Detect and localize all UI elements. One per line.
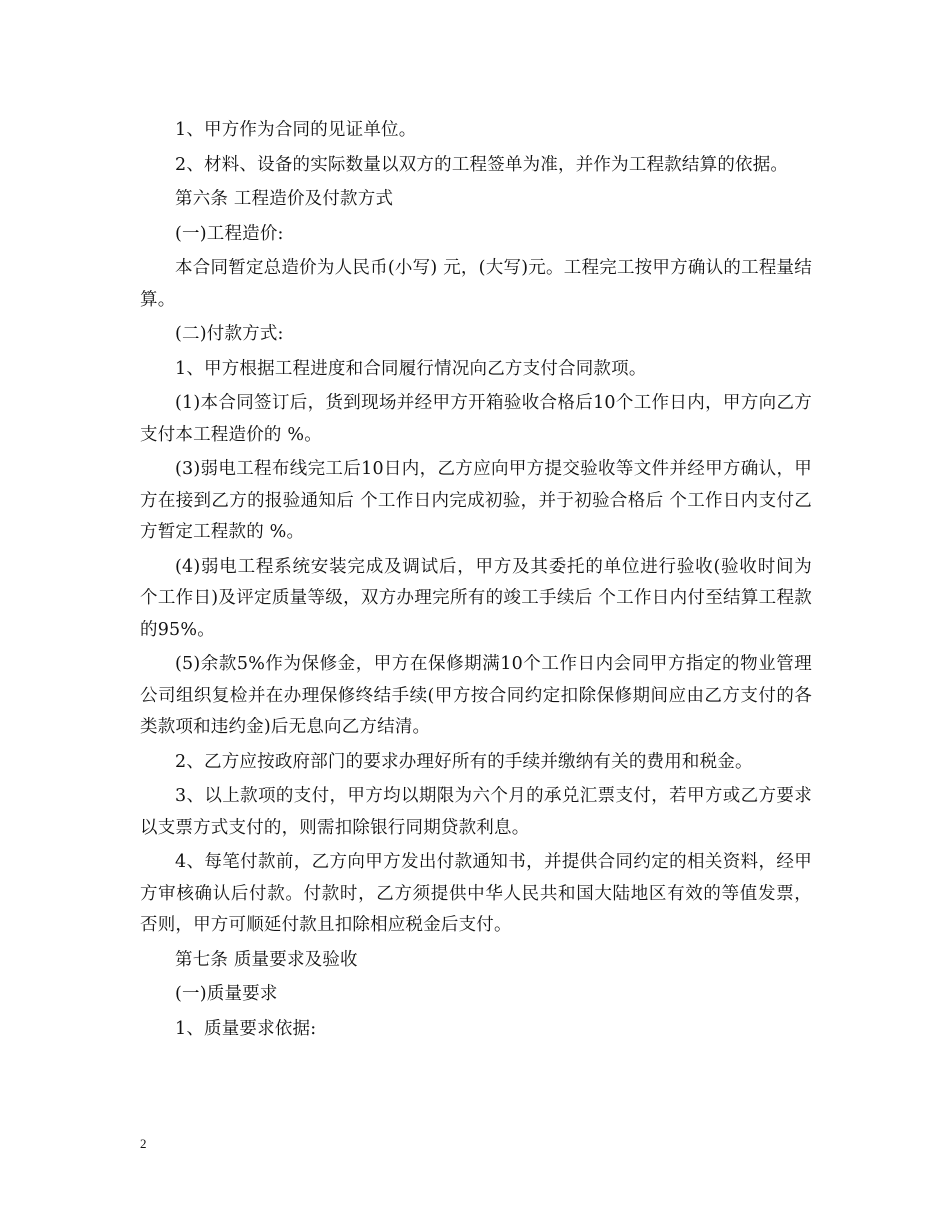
paragraph-witness-party: 1、甲方作为合同的见证单位。 — [175, 120, 417, 140]
article-six-heading: 第六条 工程造价及付款方式 — [175, 189, 394, 209]
document-body — [140, 115, 818, 1045]
page-number: 2 — [140, 1136, 147, 1151]
paragraph-acceptance-draft: 3、以上款项的支付，甲方均以期限为六个月的承兑汇票支付，若甲方或乙方要求以支票方式支付的，则需扣除银行同期贷款利息。 — [140, 786, 812, 838]
paragraph-government-procedures: 2、乙方应按政府部门的要求办理好所有的手续并缴纳有关的费用和税金。 — [175, 751, 753, 772]
article-seven-heading: 第七条 质量要求及验收 — [175, 949, 358, 970]
section-quality-requirements-heading: (一)质量要求 — [175, 984, 278, 1004]
paragraph-payment-item-1: (1)本合同签订后，货到现场并经甲方开箱验收合格后10个工作日内，甲方向乙方支付本工程造价的 %。 — [140, 393, 812, 445]
paragraph-material-quantity: 2、材料、设备的实际数量以双方的工程签单为准，并作为工程款结算的依据。 — [175, 154, 789, 175]
section-project-cost-heading: (一)工程造价: — [175, 223, 284, 244]
paragraph-payment-item-4: (4)弱电工程系统安装完成及调试后，甲方及其委托的单位进行验收(验收时间为 个工作日)及评定质量等级，双方办理完所有的竣工手续后 个工作日内付至结算工程款的95%。 — [140, 556, 818, 640]
paragraph-payment-item-5: (5)余款5%作为保修金，甲方在保修期满10个工作日内会同甲方指定的物业管理公司组织复检并在办理保修终结手续(甲方按合同约定扣除保修期间应由乙方支付的各类款项和违约金)后无息向乙方结清。 — [140, 654, 812, 737]
paragraph-payment-item-3: (3)弱电工程布线完工后10日内，乙方应向甲方提交验收等文件并经甲方确认，甲方在接到乙方的报验通知后 个工作日内完成初验，并于初验合格后 个工作日内支付乙方暂定工程款的 %。 — [140, 459, 812, 542]
paragraph-total-cost: 本合同暂定总造价为人民币(小写) 元，(大写)元。工程完工按甲方确认的工程量结算。 — [140, 258, 812, 310]
paragraph-quality-basis: 1、质量要求依据: — [175, 1018, 317, 1039]
paragraph-payment-progress: 1、甲方根据工程进度和合同履行情况向乙方支付合同款项。 — [175, 358, 647, 379]
section-payment-method-heading: (二)付款方式: — [175, 324, 284, 344]
paragraph-payment-notice: 4、每笔付款前，乙方向甲方发出付款通知书，并提供合同约定的相关资料，经甲方审核确认后付款。付款时，乙方须提供中华人民共和国大陆地区有效的等值发票，否则，甲方可顺延付款且扣除相应税金后支付。 — [140, 852, 812, 935]
